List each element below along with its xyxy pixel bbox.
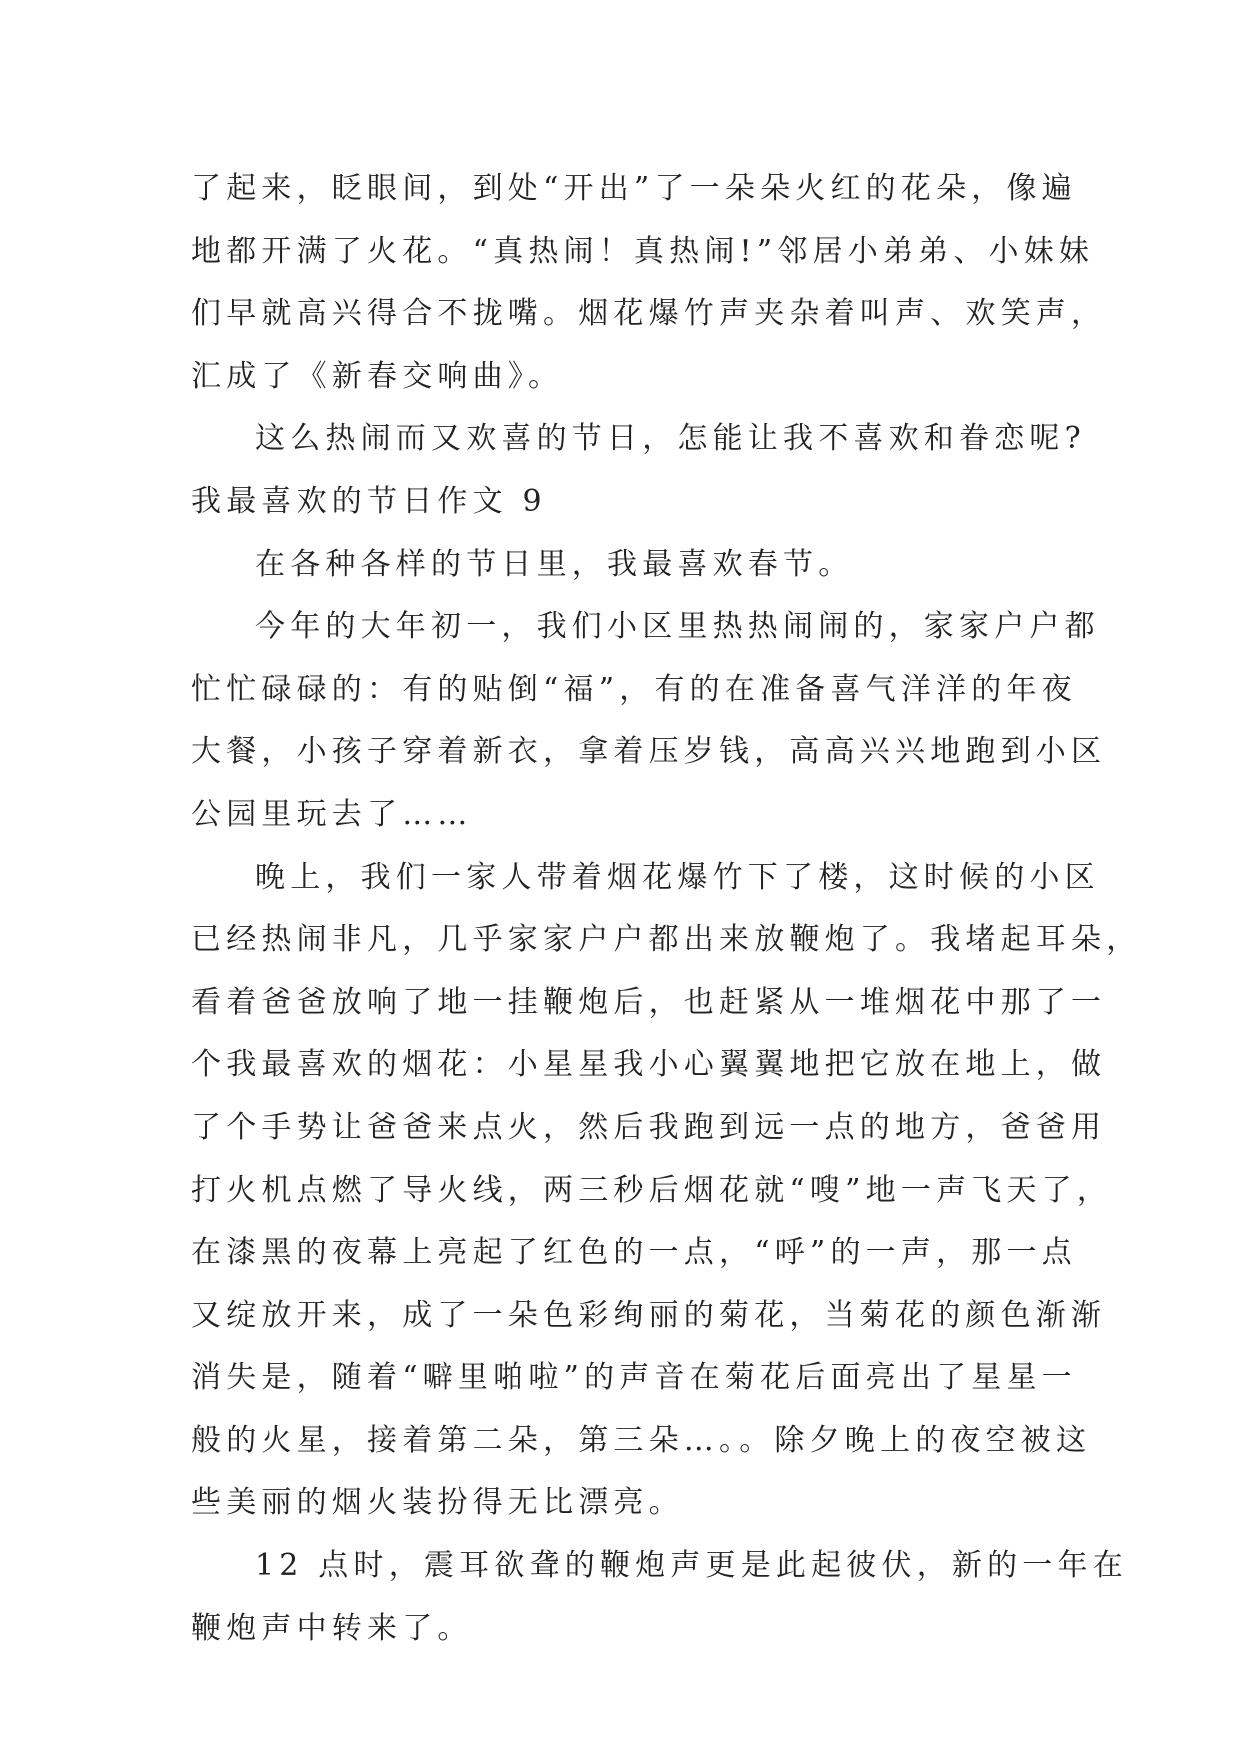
text-line: 看着爸爸放响了地一挂鞭炮后，也赶紧从一堆烟花中那了一: [191, 984, 1107, 1020]
text-line: 般的火星，接着第二朵，第三朵…。。除夕晚上的夜空被这: [191, 1422, 1092, 1458]
text-line: 个我最喜欢的烟花：小星星我小心翼翼地把它放在地上，做: [191, 1047, 1107, 1083]
text-line: 了起来，眨眼间，到处“开出”了一朵朵火红的花朵，像遍: [191, 171, 1077, 206]
text-line: 又绽放开来，成了一朵色彩绚丽的菊花，当菊花的颜色渐渐: [191, 1297, 1107, 1333]
text-line: 在漆黑的夜幕上亮起了红色的一点，“呼”的一声，那一点: [191, 1235, 1077, 1271]
text-line: 在各种各样的节日里，我最喜欢春节。: [255, 546, 854, 582]
text-line: 忙忙碌碌的：有的贴倒“福”，有的在准备喜气洋洋的年夜: [191, 671, 1077, 707]
text-line: 打火机点燃了导火线，两三秒后烟花就“嗖”地一声飞天了，: [191, 1172, 1113, 1208]
text-line: 已经热闹非凡，几乎家家户户都出来放鞭炮了。我堵起耳朵，: [191, 922, 1142, 958]
text-line: 这么热闹而又欢喜的节日，怎能让我不喜欢和眷恋呢?: [255, 421, 1086, 457]
essay-title: 我最喜欢的节日作文 9: [191, 483, 547, 519]
text-line: 公园里玩去了……: [191, 796, 473, 832]
text-line: 些美丽的烟火装扮得无比漂亮。: [191, 1485, 684, 1521]
document-body: [191, 158, 1142, 1660]
text-line: 晚上，我们一家人带着烟花爆竹下了楼，这时候的小区: [255, 859, 1100, 895]
text-line: 地都开满了火花。“真热闹！真热闹!”邻居小弟弟、小妹妹: [191, 233, 1095, 269]
text-line: 今年的大年初一，我们小区里热热闹闹的，家家户户都: [255, 609, 1100, 645]
text-line: 了个手势让爸爸来点火，然后我跑到远一点的地方，爸爸用: [191, 1109, 1107, 1145]
text-line: 12 点时，震耳欲聋的鞭炮声更是此起彼伏，新的一年在: [255, 1548, 1128, 1584]
text-line: 汇成了《新春交响曲》。: [191, 358, 564, 394]
text-line: 消失是，随着“噼里啪啦”的声音在菊花后面亮出了星星一: [191, 1360, 1077, 1396]
text-line: 鞭炮声中转来了。: [191, 1610, 473, 1646]
text-line: 大餐，小孩子穿着新衣，拿着压岁钱，高高兴兴地跑到小区: [191, 734, 1107, 770]
text-line: 们早就高兴得合不拢嘴。烟花爆竹声夹杂着叫声、欢笑声，: [191, 296, 1107, 332]
